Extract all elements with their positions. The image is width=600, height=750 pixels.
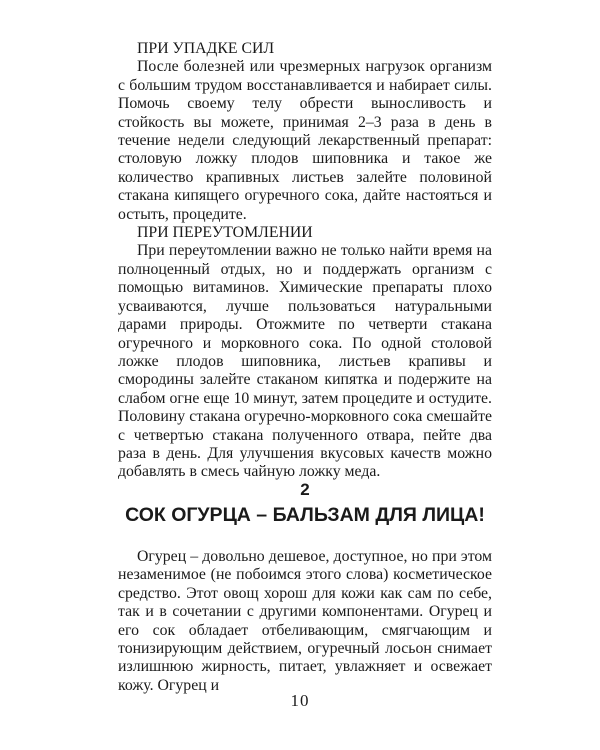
- section-text-fatigue: При переутомлении важно не только найти время на полноценный отдых, но и поддержать организм с помощью витаминов. Химические препараты плохо усваиваются, лучше пользоваться натуральными дарами природы. Отожмите по четверти стакана огуречного и морковного сока. По одной столовой ложке плодов шиповника, листьев крапивы и смородины залейте стаканом кипятка и подержите на слабом огне еще 10 минут, затем процедите и остудите. Половину стакана огуречно-морковного сока смешайте с четвертью стакана полученного отвара, пейте два раза в день. Для улучшения вкусовых качеств можно добавлять в смесь чайную ложку меда.: [118, 242, 492, 481]
- chapter-number: 2: [300, 480, 310, 499]
- section-heading-fatigue: ПРИ ПЕРЕУТОМЛЕНИИ: [137, 224, 313, 242]
- top-text-block: [118, 40, 492, 482]
- section-text-weakness: После болезней или чрезмерных нагрузок организм с большим трудом восстанавливается и набирает силы. Помочь своему телу обрести выносливость и стойкость вы можете, принимая 2–3 раза в день в течение недели следующий лекарственный препарат: столовую ложку плодов шиповника и такое же количество крапивных листьев залейте половиной стакана кипящего огуречного сока, дайте настояться и остыть, процедите.: [118, 58, 492, 223]
- section-heading-weakness: ПРИ УПАДКЕ СИЛ: [137, 40, 275, 57]
- chapter-text: Огурец – довольно дешевое, доступное, но при этом незаменимое (не побоимся этого слова) косметическое средство. Этот овощ хорош для кожи как сам по себе, так и в сочетании с другими компонентами. Огурец и его сок обладает отбеливающим, смягчающим и тонизирующим действием, огуречный лосьон снимает излишнюю жирность, питает, увлажняет и освежает кожу. Огурец и: [118, 548, 492, 694]
- chapter-body: [118, 548, 492, 695]
- chapter-title: СОК ОГУРЦА – БАЛЬЗАМ ДЛЯ ЛИЦА!: [125, 504, 485, 526]
- page-number: 10: [290, 691, 310, 710]
